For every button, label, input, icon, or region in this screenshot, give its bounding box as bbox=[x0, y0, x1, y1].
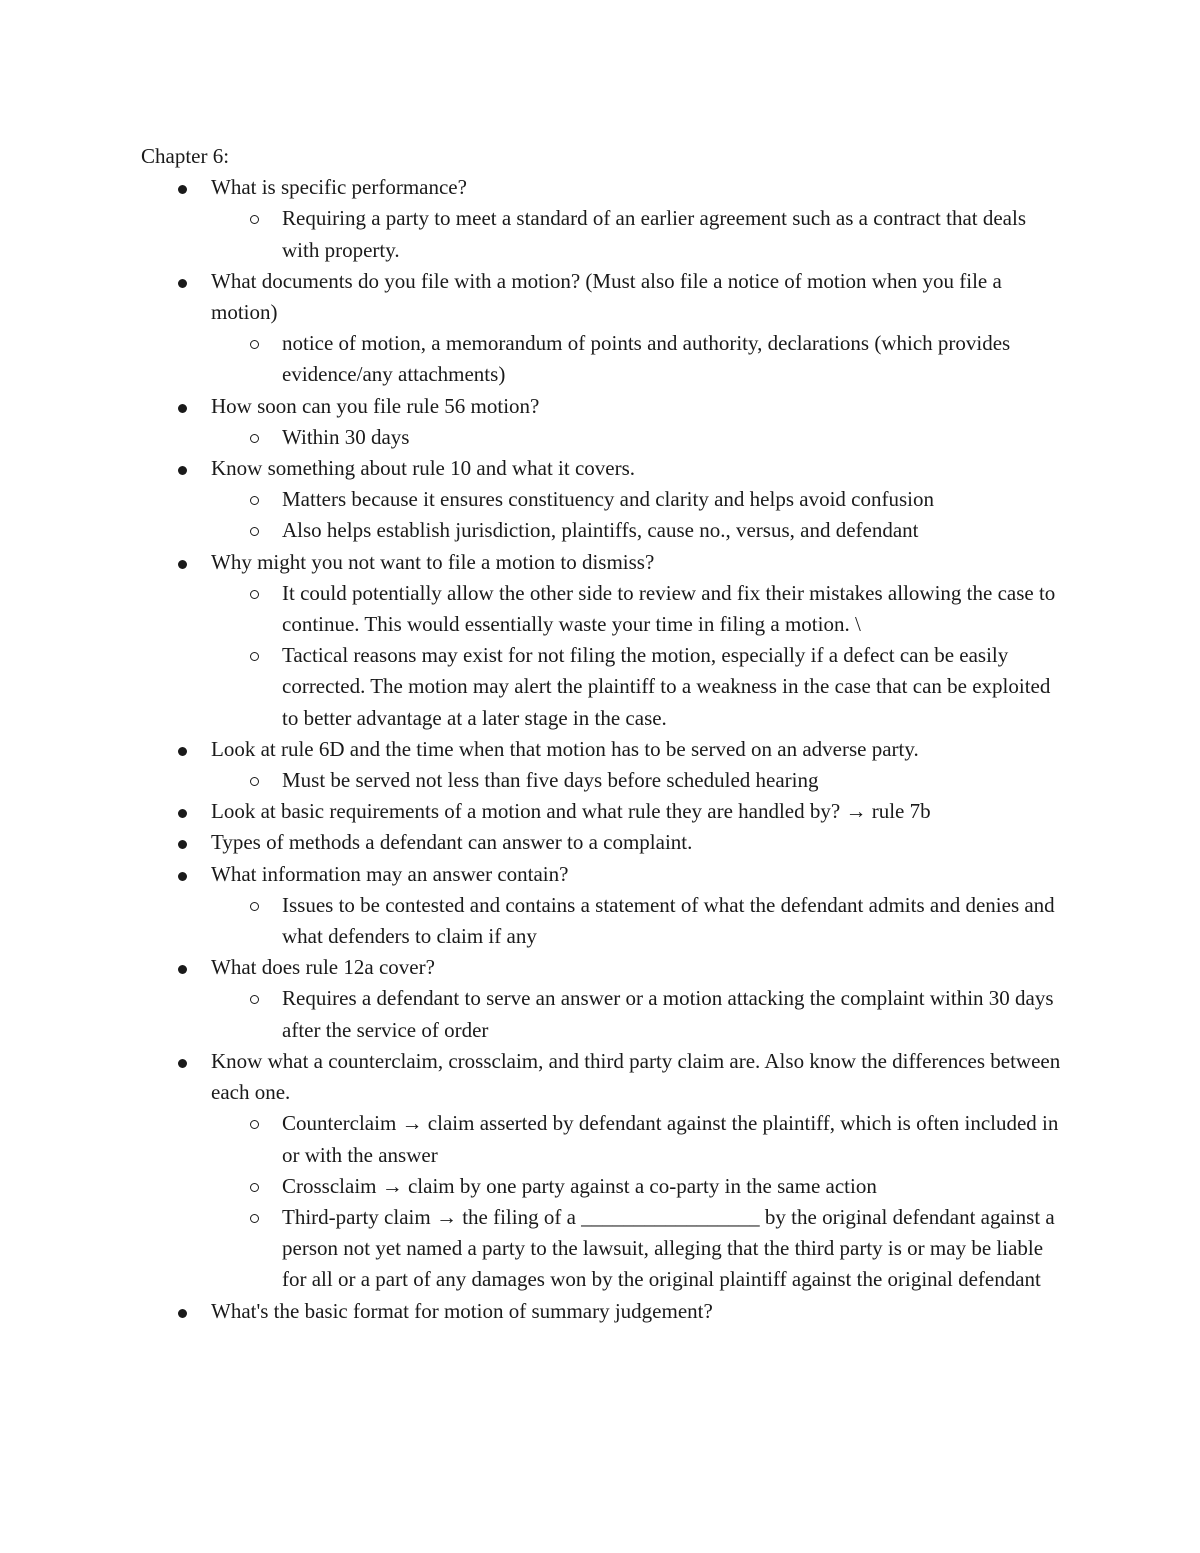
question-item bbox=[211, 1296, 1061, 1327]
hollow-bullet-icon bbox=[250, 434, 259, 443]
question-text: What does rule 12a cover? bbox=[211, 955, 435, 980]
answer-item bbox=[282, 422, 1061, 453]
answer-text: Counterclaim → claim asserted by defendant against the plaintiff, which is often included in or with the answer bbox=[282, 1111, 1059, 1167]
answer-list bbox=[211, 422, 1061, 453]
answer-item bbox=[282, 765, 1061, 796]
question-item bbox=[211, 172, 1061, 266]
answer-list bbox=[211, 765, 1061, 796]
answer-text: Issues to be contested and contains a statement of what the defendant admits and denies and what defenders to claim if any bbox=[282, 892, 1055, 949]
answer-item bbox=[282, 515, 1061, 546]
filled-bullet-icon bbox=[178, 1309, 187, 1318]
answer-item bbox=[282, 484, 1061, 515]
question-item bbox=[211, 547, 1061, 734]
answer-item bbox=[282, 1171, 1061, 1202]
answer-list bbox=[211, 1108, 1061, 1295]
answer-text: Tactical reasons may exist for not filing the motion, especially if a defect can be easily corrected. The motion may alert the plaintiff to a weakness in the case that can be exploited to better advantage at a later stage in the case. bbox=[282, 643, 1051, 730]
answer-text: It could potentially allow the other side to review and fix their mistakes allowing the case to continue. This would essentially waste your time in filing a motion. \ bbox=[282, 580, 1056, 637]
filled-bullet-icon bbox=[178, 809, 187, 818]
question-text: What documents do you file with a motion? (Must also file a notice of motion when you file a motion) bbox=[211, 268, 1002, 325]
answer-text: Crossclaim → claim by one party against a co-party in the same action bbox=[282, 1173, 877, 1198]
filled-bullet-icon bbox=[178, 560, 187, 569]
filled-bullet-icon bbox=[178, 840, 187, 849]
hollow-bullet-icon bbox=[250, 777, 259, 786]
question-item bbox=[211, 453, 1061, 547]
answer-item bbox=[282, 640, 1061, 734]
hollow-bullet-icon bbox=[250, 995, 259, 1004]
filled-bullet-icon bbox=[178, 185, 187, 194]
answer-item bbox=[282, 1108, 1061, 1170]
hollow-bullet-icon bbox=[250, 340, 259, 349]
answer-item bbox=[282, 578, 1061, 640]
question-item bbox=[211, 266, 1061, 391]
question-text: Look at rule 6D and the time when that motion has to be served on an adverse party. bbox=[211, 736, 919, 761]
answer-list bbox=[211, 328, 1061, 390]
question-item bbox=[211, 859, 1061, 953]
question-text: What information may an answer contain? bbox=[211, 861, 569, 886]
hollow-bullet-icon bbox=[250, 1183, 259, 1192]
answer-text: Third-party claim → the filing of a _________________ by the original defendant against a person not yet named a party to the lawsuit, alleging that the third party is or may be liable for all or a part of any damages won by the original plaintiff against the original defendant bbox=[282, 1204, 1055, 1292]
question-text: Look at basic requirements of a motion and what rule they are handled by? → rule 7b bbox=[211, 799, 931, 824]
question-text: Types of methods a defendant can answer to a complaint. bbox=[211, 830, 693, 855]
hollow-bullet-icon bbox=[250, 590, 259, 599]
hollow-bullet-icon bbox=[250, 652, 259, 661]
filled-bullet-icon bbox=[178, 965, 187, 974]
answer-text: Also helps establish jurisdiction, plaintiffs, cause no., versus, and defendant bbox=[282, 518, 919, 543]
answer-text: Requiring a party to meet a standard of an earlier agreement such as a contract that deals with property. bbox=[282, 206, 1027, 262]
question-text: What is specific performance? bbox=[211, 175, 467, 200]
answer-item bbox=[282, 890, 1061, 952]
filled-bullet-icon bbox=[178, 279, 187, 288]
answer-text: Matters because it ensures constituency and clarity and helps avoid confusion bbox=[282, 487, 934, 512]
question-text: Why might you not want to file a motion to dismiss? bbox=[211, 549, 655, 574]
answer-list bbox=[211, 484, 1061, 546]
question-item bbox=[211, 391, 1061, 453]
answer-item bbox=[282, 203, 1061, 265]
answer-item bbox=[282, 328, 1061, 390]
answer-text: Within 30 days bbox=[282, 424, 410, 449]
answer-list bbox=[211, 578, 1061, 734]
question-text: Know what a counterclaim, crossclaim, and third party claim are. Also know the differences between each one. bbox=[211, 1048, 1061, 1105]
filled-bullet-icon bbox=[178, 1059, 187, 1068]
answer-item bbox=[282, 983, 1061, 1045]
question-text: Know something about rule 10 and what it covers. bbox=[211, 456, 635, 481]
hollow-bullet-icon bbox=[250, 527, 259, 536]
document-body bbox=[141, 141, 1061, 1327]
answer-list bbox=[211, 983, 1061, 1045]
chapter-heading: Chapter 6: bbox=[141, 144, 230, 168]
answer-text: Requires a defendant to serve an answer or a motion attacking the complaint within 30 days after the service of order bbox=[282, 986, 1054, 1042]
hollow-bullet-icon bbox=[250, 496, 259, 505]
answer-text: Must be served not less than five days before scheduled hearing bbox=[282, 768, 819, 793]
filled-bullet-icon bbox=[178, 872, 187, 881]
filled-bullet-icon bbox=[178, 747, 187, 756]
hollow-bullet-icon bbox=[250, 215, 259, 224]
question-item bbox=[211, 827, 1061, 858]
filled-bullet-icon bbox=[178, 404, 187, 413]
answer-list bbox=[211, 203, 1061, 265]
hollow-bullet-icon bbox=[250, 1120, 259, 1129]
question-item bbox=[211, 796, 1061, 827]
hollow-bullet-icon bbox=[250, 1214, 259, 1223]
question-item bbox=[211, 952, 1061, 1046]
question-list bbox=[141, 172, 1061, 1327]
answer-list bbox=[211, 890, 1061, 952]
filled-bullet-icon bbox=[178, 466, 187, 475]
question-item bbox=[211, 734, 1061, 796]
question-text: How soon can you file rule 56 motion? bbox=[211, 393, 540, 418]
question-item bbox=[211, 1046, 1061, 1296]
answer-item bbox=[282, 1202, 1061, 1296]
answer-text: notice of motion, a memorandum of points and authority, declarations (which provides evidence/any attachments) bbox=[282, 331, 1011, 387]
hollow-bullet-icon bbox=[250, 902, 259, 911]
question-text: What's the basic format for motion of summary judgement? bbox=[211, 1298, 713, 1323]
